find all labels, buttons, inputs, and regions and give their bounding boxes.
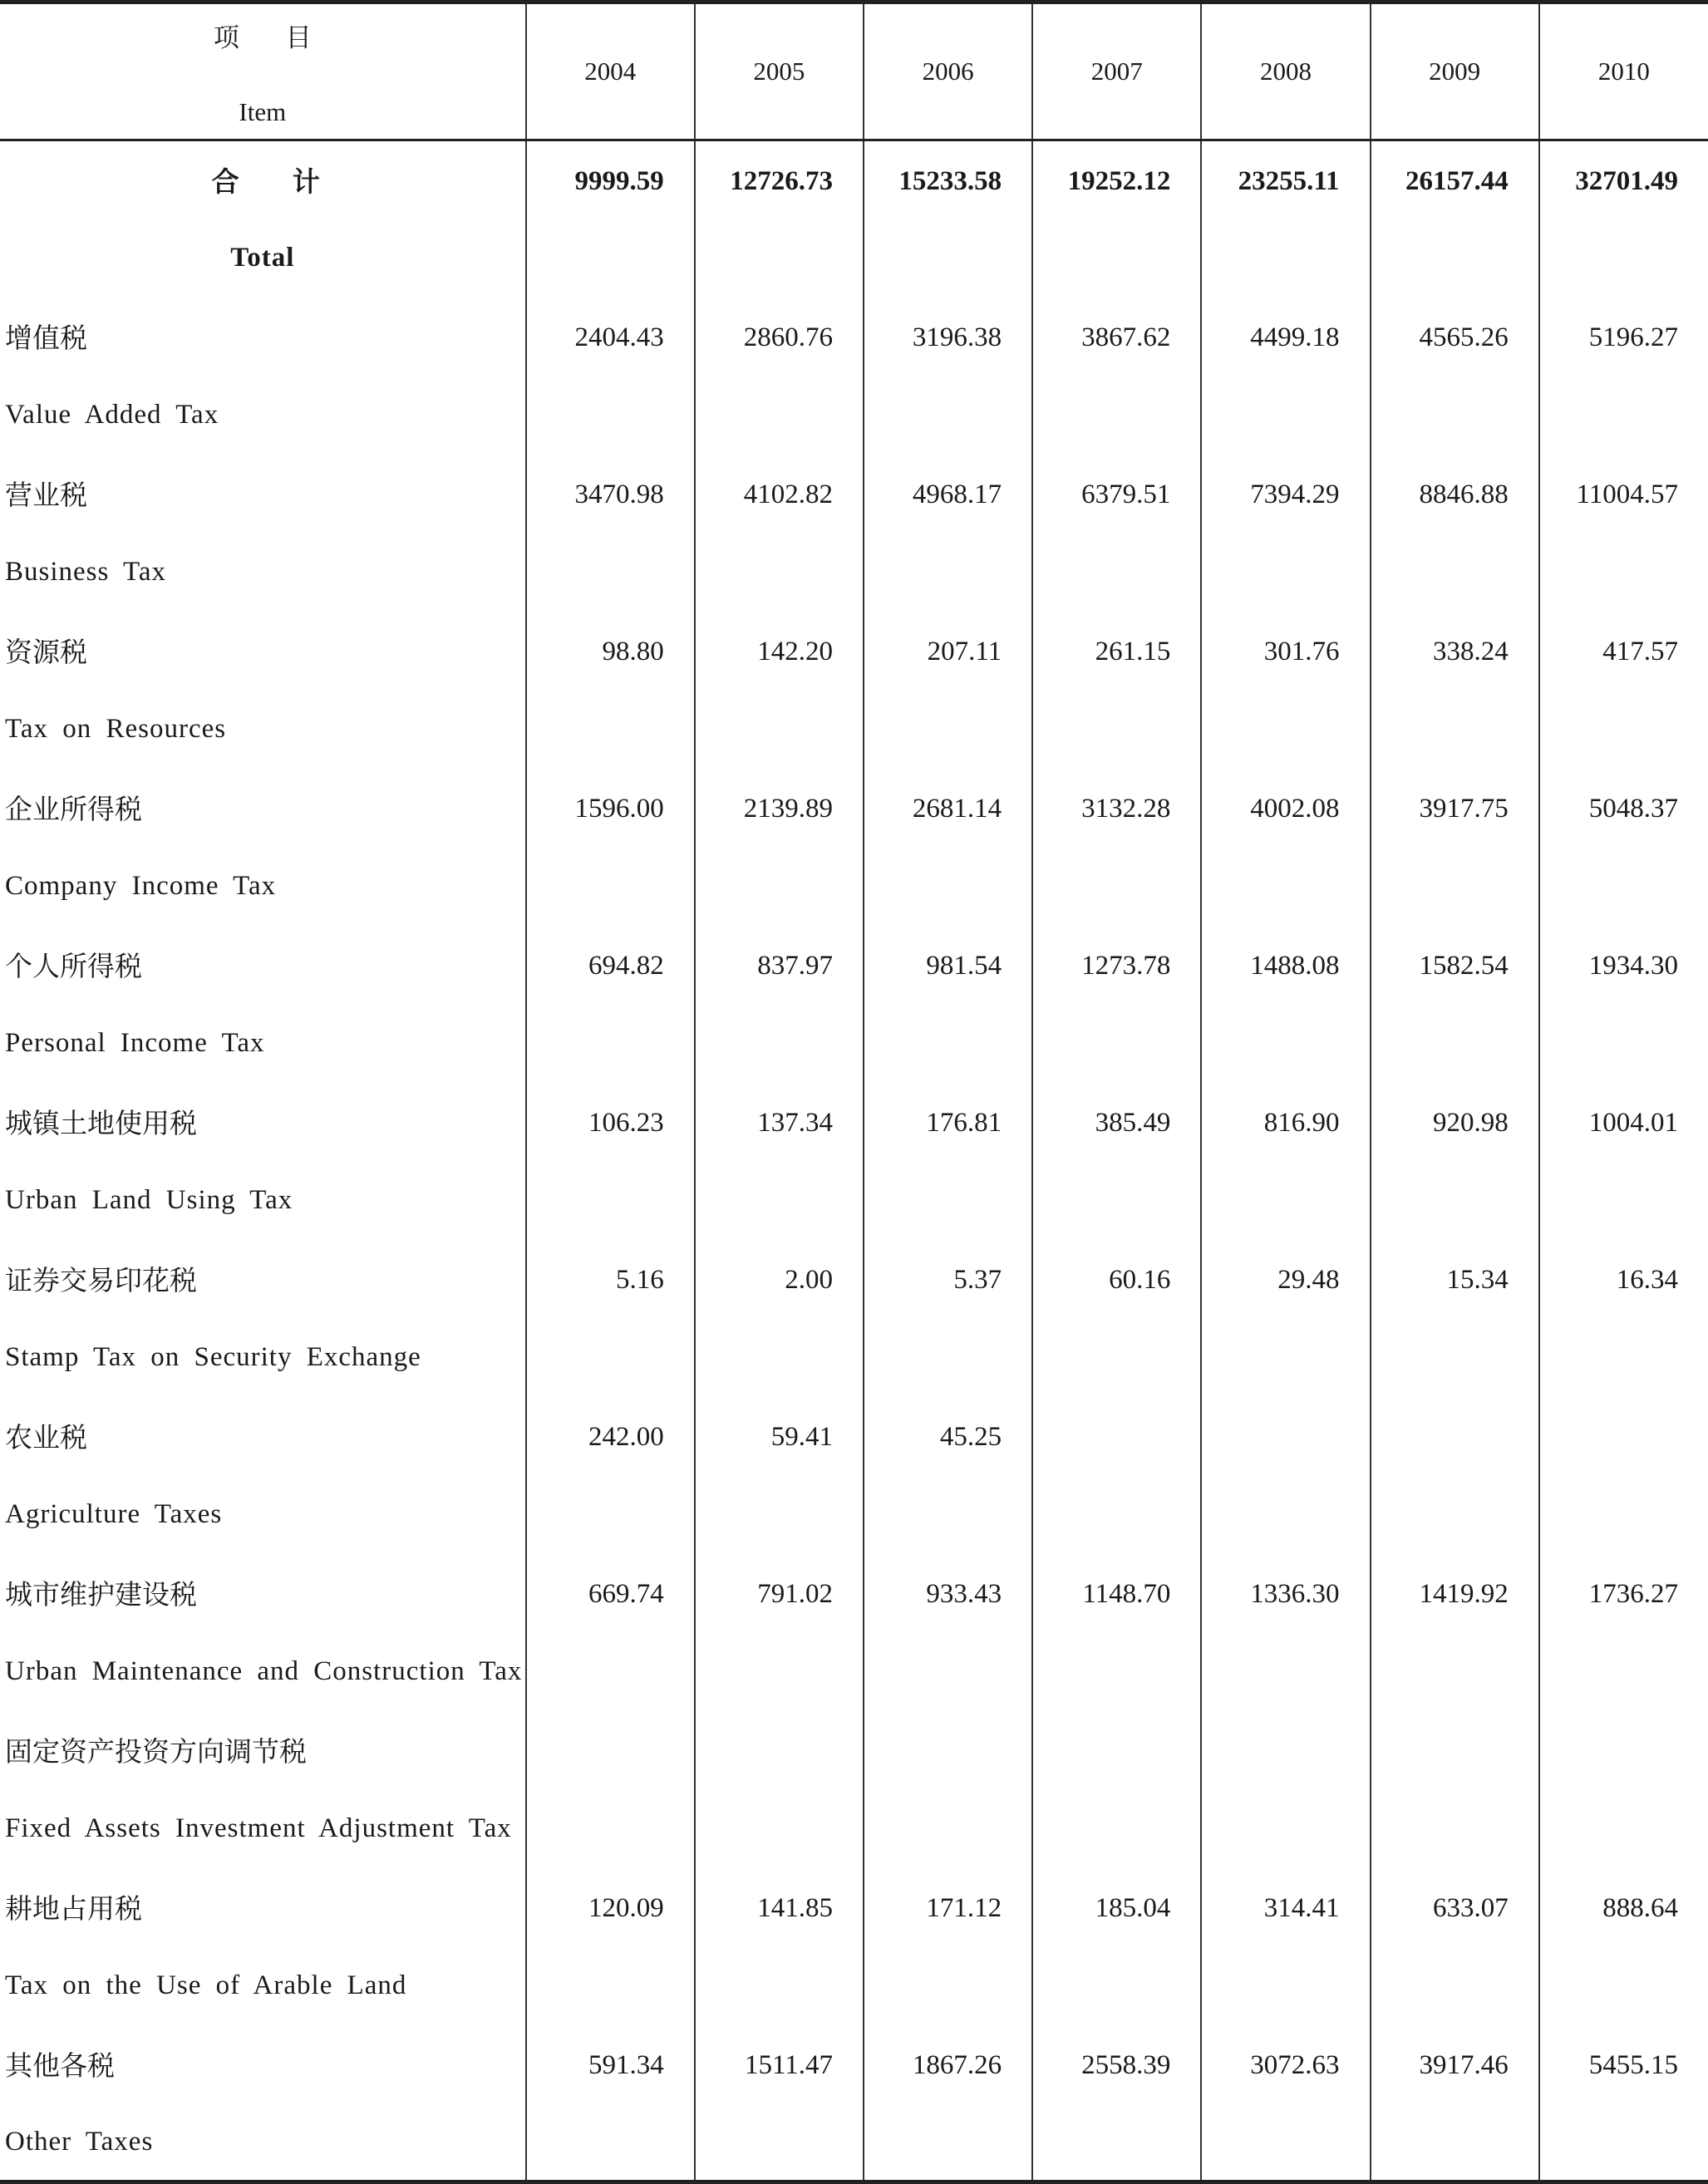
value-cell: 314.41 [1201,1868,1370,2025]
value-cell: 1511.47 [695,2025,864,2182]
year-header: 2009 [1371,2,1539,140]
value-cell: 4102.82 [695,455,864,612]
row-label-cn: 增值税 [5,324,87,355]
value-cell: 1004.01 [1539,1083,1708,1240]
value-cell: 23255.11 [1201,140,1370,298]
row-label-en: Agriculture Taxes [5,1498,223,1529]
row-label-cn: 营业税 [5,481,87,512]
value-cell: 4002.08 [1201,769,1370,926]
row-label-cn: 资源税 [5,638,87,669]
value-cell: 888.64 [1539,1868,1708,2025]
value-cell [1201,1711,1370,1868]
value-cell: 5048.37 [1539,769,1708,926]
value-cell: 4968.17 [864,455,1032,612]
row-label-en: Tax on Resources [5,713,227,744]
value-cell: 6379.51 [1032,455,1201,612]
row-label-cn: 固定资产投资方向调节税 [5,1738,307,1768]
value-cell: 5455.15 [1539,2025,1708,2182]
value-cell: 242.00 [526,1397,695,1554]
value-cell: 3867.62 [1032,298,1201,455]
value-cell: 15.34 [1371,1240,1539,1397]
row-label-en: Other Taxes [0,2103,526,2182]
value-cell [1371,1397,1539,1554]
row-label-en: Stamp Tax on Security Exchange [5,1341,421,1372]
value-cell: 11004.57 [1539,455,1708,612]
year-header: 2008 [1201,2,1370,140]
table-row [0,1554,1708,1633]
value-cell: 3470.98 [526,455,695,612]
row-label-cn: 证券交易印花税 [5,1267,197,1297]
value-cell: 669.74 [526,1554,695,1711]
value-cell: 2558.39 [1032,2025,1201,2182]
value-cell: 694.82 [526,926,695,1083]
value-cell: 2139.89 [695,769,864,926]
value-cell: 137.34 [695,1083,864,1240]
value-cell: 385.49 [1032,1083,1201,1240]
value-cell: 45.25 [864,1397,1032,1554]
value-cell: 3072.63 [1201,2025,1370,2182]
value-cell [1539,1397,1708,1554]
row-label-en: Company Income Tax [5,870,277,901]
year-header: 2005 [695,2,864,140]
value-cell: 15233.58 [864,140,1032,298]
header-row [0,2,1708,140]
row-label-cn: 城镇土地使用税 [5,1109,197,1140]
table-row [0,1083,1708,1162]
value-cell: 9999.59 [526,140,695,298]
value-cell: 301.76 [1201,612,1370,769]
value-cell: 176.81 [864,1083,1032,1240]
value-cell: 26157.44 [1371,140,1539,298]
year-header: 2004 [526,2,695,140]
table-row [0,769,1708,848]
value-cell: 417.57 [1539,612,1708,769]
item-header-en: Item [239,96,287,126]
value-cell: 1582.54 [1371,926,1539,1083]
value-cell: 2860.76 [695,298,864,455]
value-cell: 1934.30 [1539,926,1708,1083]
value-cell: 2681.14 [864,769,1032,926]
value-cell: 1273.78 [1032,926,1201,1083]
table-row [0,1240,1708,1319]
value-cell: 5.16 [526,1240,695,1397]
value-cell: 7394.29 [1201,455,1370,612]
value-cell: 1736.27 [1539,1554,1708,1711]
value-cell: 591.34 [526,2025,695,2182]
value-cell: 60.16 [1032,1240,1201,1397]
value-cell: 5196.27 [1539,298,1708,455]
table-row [0,926,1708,1005]
value-cell: 3196.38 [864,298,1032,455]
row-label-cn: 其他各税 [5,2052,115,2083]
year-header: 2006 [864,2,1032,140]
value-cell: 29.48 [1201,1240,1370,1397]
value-cell: 338.24 [1371,612,1539,769]
year-header: 2010 [1539,2,1708,140]
row-label-en: Total [230,242,295,273]
value-cell [526,1711,695,1868]
row-label-en: Urban Maintenance and Construction Tax [5,1655,523,1686]
row-label-en: Personal Income Tax [5,1027,265,1058]
table-body [0,140,1708,2182]
value-cell [1032,1711,1201,1868]
value-cell: 1336.30 [1201,1554,1370,1711]
table-row [0,298,1708,376]
table-row [0,140,1708,219]
row-label-cn: 企业所得税 [5,795,142,826]
value-cell: 3917.75 [1371,769,1539,926]
row-label-cn: 农业税 [5,1424,87,1454]
row-label-cn: 耕地占用税 [5,1895,142,1926]
value-cell: 59.41 [695,1397,864,1554]
value-cell: 2404.43 [526,298,695,455]
row-label-en: Tax on the Use of Arable Land [5,1970,407,2000]
value-cell: 1867.26 [864,2025,1032,2182]
value-cell: 3917.46 [1371,2025,1539,2182]
value-cell: 16.34 [1539,1240,1708,1397]
value-cell [1201,1397,1370,1554]
value-cell [1539,1711,1708,1868]
value-cell: 1488.08 [1201,926,1370,1083]
value-cell: 106.23 [526,1083,695,1240]
value-cell: 120.09 [526,1868,695,2025]
value-cell: 791.02 [695,1554,864,1711]
value-cell [864,1711,1032,1868]
value-cell: 19252.12 [1032,140,1201,298]
value-cell: 981.54 [864,926,1032,1083]
table-row [0,1868,1708,1947]
value-cell: 4499.18 [1201,298,1370,455]
value-cell: 98.80 [526,612,695,769]
row-label-en: Urban Land Using Tax [5,1184,293,1215]
value-cell: 1596.00 [526,769,695,926]
value-cell: 12726.73 [695,140,864,298]
value-cell: 8846.88 [1371,455,1539,612]
table-row [0,1397,1708,1476]
table-row [0,2025,1708,2104]
value-cell: 933.43 [864,1554,1032,1711]
value-cell: 816.90 [1201,1083,1370,1240]
table-row [0,1711,1708,1790]
row-label-cn: 城市维护建设税 [5,1581,197,1611]
value-cell: 207.11 [864,612,1032,769]
value-cell: 185.04 [1032,1868,1201,2025]
table-row [0,612,1708,691]
item-column-header [0,2,526,140]
value-cell: 1419.92 [1371,1554,1539,1711]
value-cell: 1148.70 [1032,1554,1201,1711]
value-cell: 2.00 [695,1240,864,1397]
row-label-cn: 个人所得税 [5,952,142,983]
year-header: 2007 [1032,2,1201,140]
table-row [0,455,1708,534]
row-label-en: Business Tax [5,556,167,587]
item-header-cn: 项 目 [213,22,332,52]
value-cell: 261.15 [1032,612,1201,769]
value-cell [695,1711,864,1868]
row-label-cn: 合 计 [211,168,343,198]
value-cell [1371,1711,1539,1868]
value-cell: 3132.28 [1032,769,1201,926]
row-label-en: Value Added Tax [5,399,219,430]
value-cell: 142.20 [695,612,864,769]
row-label-en: Fixed Assets Investment Adjustment Tax [5,1813,512,1843]
value-cell: 633.07 [1371,1868,1539,2025]
value-cell [1032,1397,1201,1554]
value-cell: 4565.26 [1371,298,1539,455]
value-cell: 141.85 [695,1868,864,2025]
value-cell: 5.37 [864,1240,1032,1397]
value-cell: 920.98 [1371,1083,1539,1240]
value-cell: 171.12 [864,1868,1032,2025]
value-cell: 32701.49 [1539,140,1708,298]
value-cell: 837.97 [695,926,864,1083]
